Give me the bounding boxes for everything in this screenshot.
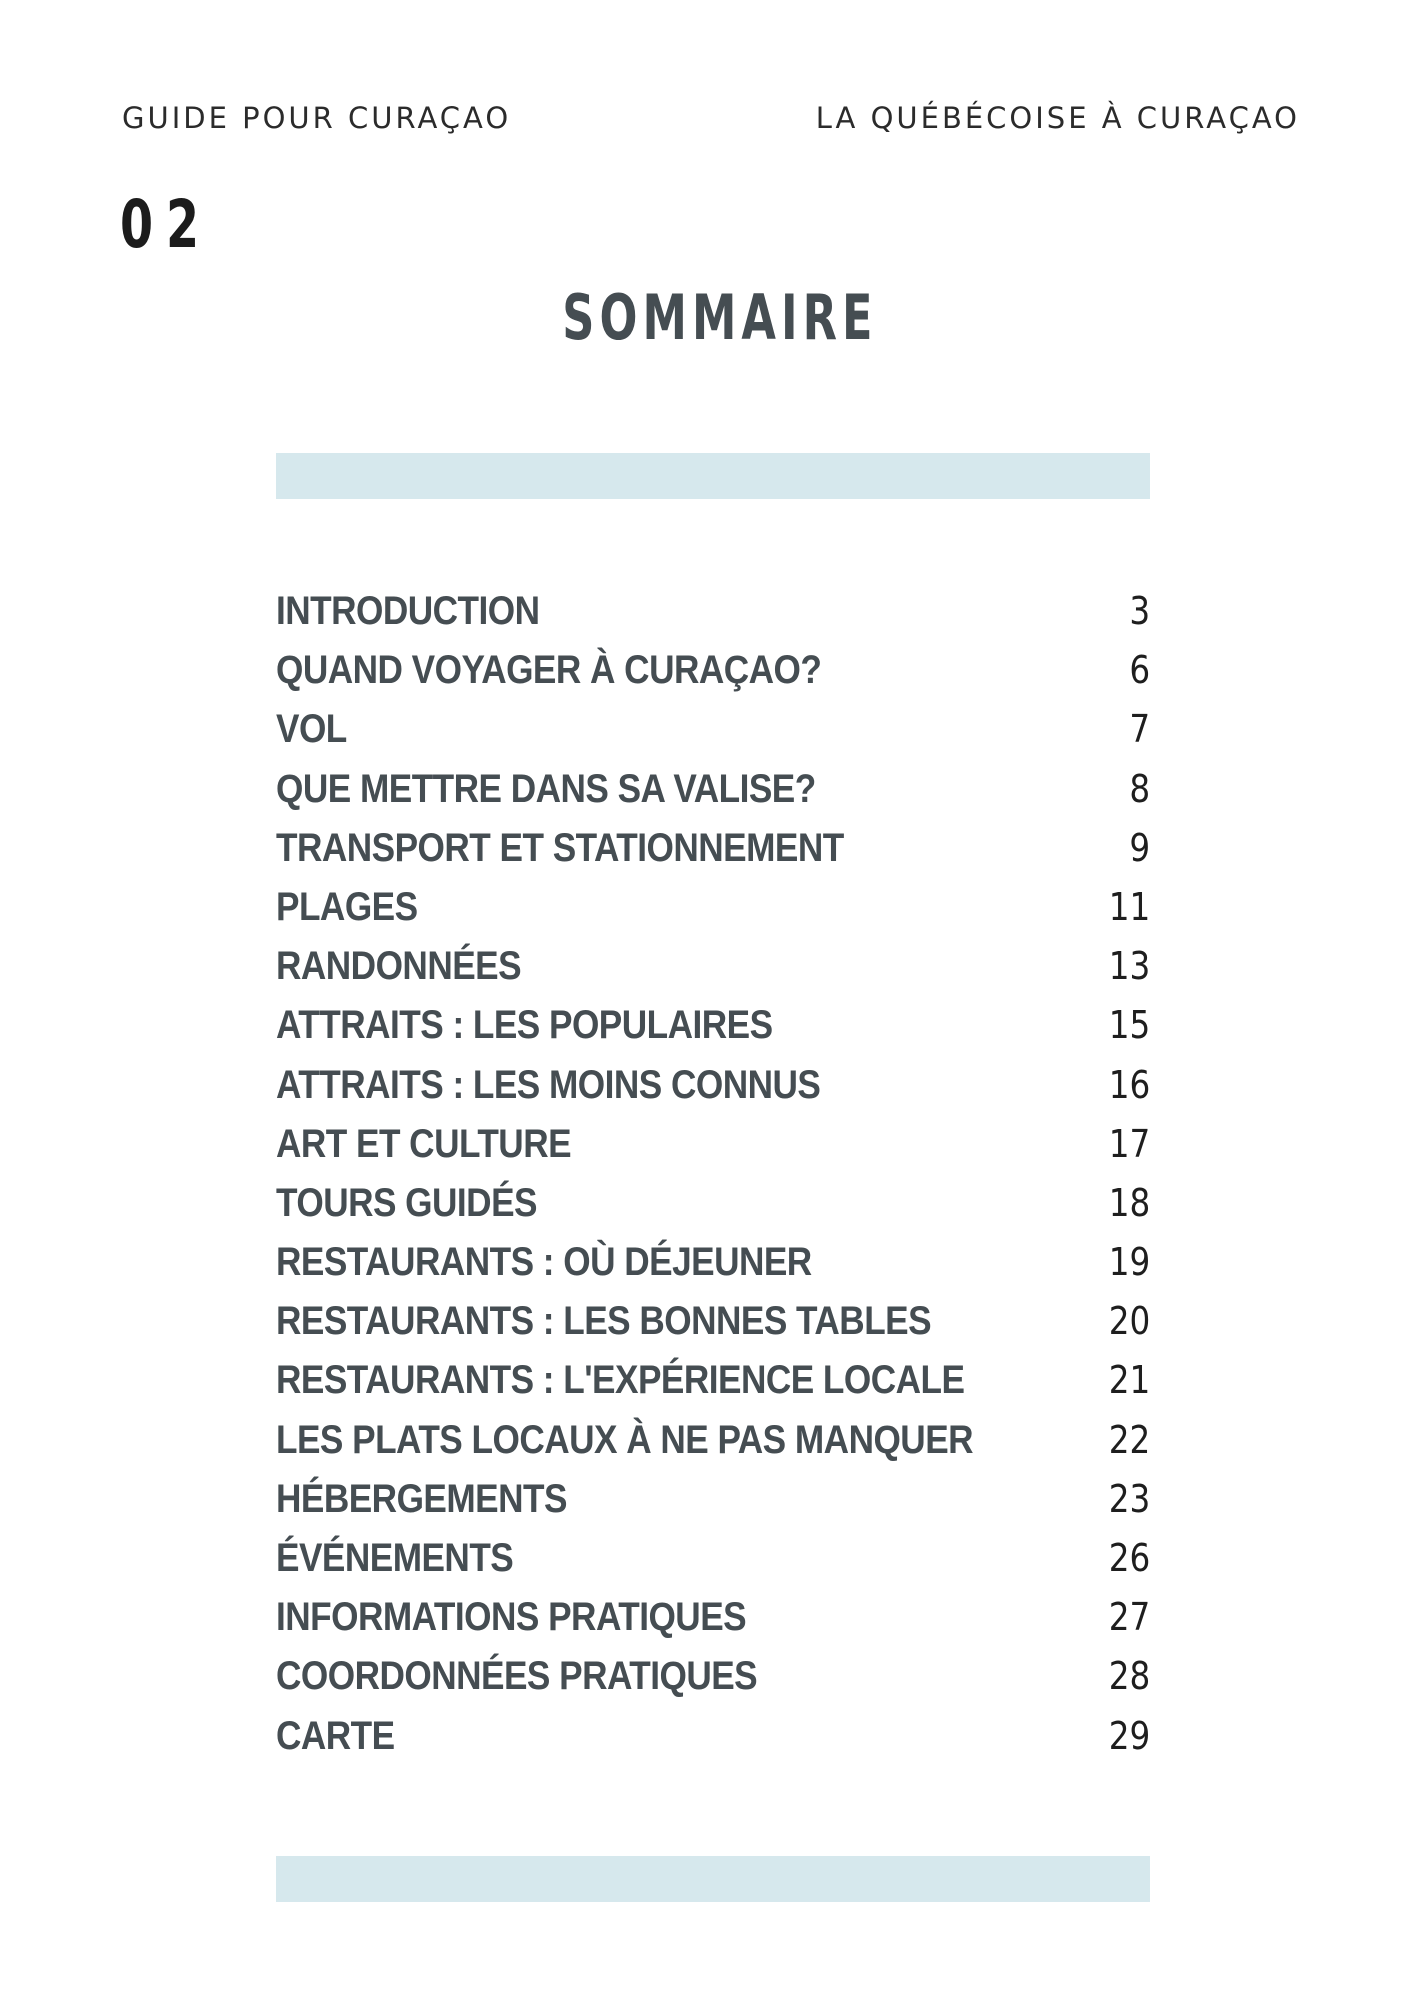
toc-entry[interactable] bbox=[276, 641, 1150, 700]
toc-entry-page-number: 7 bbox=[1129, 707, 1150, 752]
toc-entry-page-number: 27 bbox=[1108, 1595, 1150, 1640]
toc-entry[interactable] bbox=[276, 1588, 1150, 1647]
toc-entry-page-number: 22 bbox=[1108, 1417, 1150, 1462]
toc-entry-label: ART ET CULTURE bbox=[276, 1121, 572, 1166]
toc-entry-page-number: 9 bbox=[1129, 825, 1150, 870]
toc-entry[interactable] bbox=[276, 1233, 1150, 1292]
toc-entry[interactable] bbox=[276, 1115, 1150, 1174]
toc-entry[interactable] bbox=[276, 760, 1150, 819]
toc-entry[interactable] bbox=[276, 1647, 1150, 1706]
toc-entry[interactable] bbox=[276, 1351, 1150, 1410]
toc-entry-label: ATTRAITS : LES POPULAIRES bbox=[276, 1003, 773, 1048]
page-number: 02 bbox=[120, 186, 213, 263]
toc-entry-label: VOL bbox=[276, 707, 347, 752]
page-title bbox=[0, 278, 1414, 358]
toc-entry-page-number: 26 bbox=[1108, 1536, 1150, 1580]
toc-entry[interactable] bbox=[276, 1411, 1150, 1470]
toc-entry[interactable] bbox=[276, 700, 1150, 759]
toc-entry[interactable] bbox=[276, 1707, 1150, 1766]
toc-entry-label: TRANSPORT ET STATIONNEMENT bbox=[276, 825, 844, 870]
toc-entry-label: LES PLATS LOCAUX À NE PAS MANQUER bbox=[276, 1417, 974, 1462]
toc-entry-page-number: 3 bbox=[1129, 589, 1150, 633]
toc-entry-label: QUAND VOYAGER À CURAÇAO? bbox=[276, 648, 822, 693]
toc-entry-label: ATTRAITS : LES MOINS CONNUS bbox=[276, 1062, 821, 1107]
toc-entry[interactable] bbox=[276, 878, 1150, 937]
toc-entry-page-number: 20 bbox=[1108, 1299, 1150, 1344]
toc-entry-label: RESTAURANTS : LES BONNES TABLES bbox=[276, 1299, 932, 1344]
toc-entry[interactable] bbox=[276, 1470, 1150, 1529]
toc-entry-label: ÉVÉNEMENTS bbox=[276, 1536, 514, 1580]
toc-entry-page-number: 17 bbox=[1108, 1121, 1150, 1166]
toc-entry-label: TOURS GUIDÉS bbox=[276, 1180, 537, 1225]
toc-entry-page-number: 13 bbox=[1108, 944, 1150, 989]
page-title-text: SOMMAIRE bbox=[562, 281, 878, 354]
toc-entry-label: RANDONNÉES bbox=[276, 944, 522, 989]
toc-entry-page-number: 8 bbox=[1129, 766, 1150, 811]
bottom-accent-bar bbox=[276, 1856, 1150, 1902]
header-author: LA QUÉBÉCOISE À CURAÇAO bbox=[815, 101, 1300, 135]
toc-entry-page-number: 21 bbox=[1108, 1358, 1150, 1403]
toc-entry-label: RESTAURANTS : OÙ DÉJEUNER bbox=[276, 1240, 812, 1285]
toc-entry-label: INTRODUCTION bbox=[276, 589, 540, 633]
toc-entry-page-number: 15 bbox=[1108, 1003, 1150, 1048]
toc-entry-label: RESTAURANTS : L'EXPÉRIENCE LOCALE bbox=[276, 1358, 965, 1403]
toc-entry[interactable] bbox=[276, 937, 1150, 996]
toc-entry[interactable] bbox=[276, 1056, 1150, 1115]
toc-entry-page-number: 29 bbox=[1108, 1713, 1150, 1758]
toc-entry[interactable] bbox=[276, 582, 1150, 641]
toc-entry-label: QUE METTRE DANS SA VALISE? bbox=[276, 766, 816, 811]
toc-entry-label: HÉBERGEMENTS bbox=[276, 1476, 567, 1521]
toc-entry-page-number: 11 bbox=[1108, 884, 1150, 929]
header-guide-title: GUIDE POUR CURAÇAO bbox=[122, 101, 512, 135]
toc-entry[interactable] bbox=[276, 996, 1150, 1055]
table-of-contents bbox=[276, 582, 1150, 1766]
toc-entry[interactable] bbox=[276, 1174, 1150, 1233]
top-accent-bar bbox=[276, 453, 1150, 499]
toc-entry[interactable] bbox=[276, 819, 1150, 878]
toc-entry-page-number: 19 bbox=[1108, 1240, 1150, 1285]
toc-entry-label: INFORMATIONS PRATIQUES bbox=[276, 1595, 747, 1640]
toc-entry-page-number: 16 bbox=[1108, 1062, 1150, 1107]
toc-entry-label: CARTE bbox=[276, 1713, 395, 1758]
toc-entry-page-number: 18 bbox=[1108, 1180, 1150, 1225]
toc-entry-label: COORDONNÉES PRATIQUES bbox=[276, 1654, 758, 1699]
toc-entry[interactable] bbox=[276, 1529, 1150, 1588]
toc-entry-page-number: 23 bbox=[1108, 1476, 1150, 1521]
toc-entry[interactable] bbox=[276, 1292, 1150, 1351]
toc-entry-label: PLAGES bbox=[276, 884, 418, 929]
toc-entry-page-number: 6 bbox=[1129, 648, 1150, 693]
toc-entry-page-number: 28 bbox=[1108, 1654, 1150, 1699]
